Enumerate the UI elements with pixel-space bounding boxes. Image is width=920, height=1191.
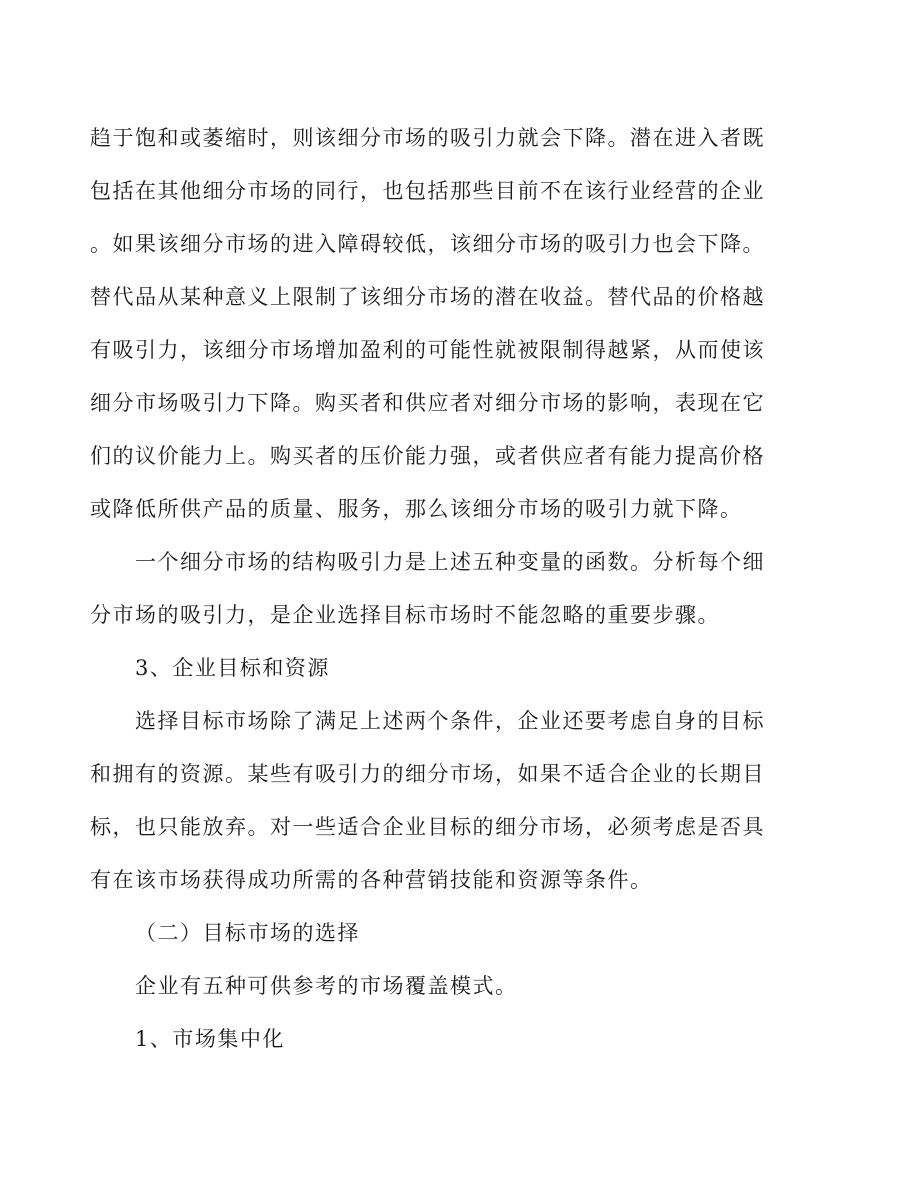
paragraph-line: 或降低所供产品的质量、服务，那么该细分市场的吸引力就下降。 [90,497,743,521]
paragraph-line: 选择目标市场除了满足上述两个条件，企业还要考虑自身的目标 [135,709,765,733]
section-heading: 3、企业目标和资源 [135,656,330,680]
section-heading: 1、市场集中化 [135,1027,285,1051]
paragraph-line: 包括在其他细分市场的同行，也包括那些目前不在该行业经营的企业 [90,179,765,203]
paragraph-line: 标，也只能放弃。对一些适合企业目标的细分市场，必须考虑是否具 [90,815,765,839]
paragraph-line: 替代品从某种意义上限制了该细分市场的潜在收益。替代品的价格越 [90,285,765,309]
paragraph-line: 们的议价能力上。购买者的压价能力强，或者供应者有能力提高价格 [90,444,765,468]
paragraph-line: 一个细分市场的结构吸引力是上述五种变量的函数。分析每个细 [135,550,765,574]
paragraph-line: 有吸引力，该细分市场增加盈利的可能性就被限制得越紧，从而使该 [90,338,765,362]
paragraph-line: 企业有五种可供参考的市场覆盖模式。 [135,974,518,998]
section-heading: （二）目标市场的选择 [135,921,360,945]
paragraph-line: 细分市场吸引力下降。购买者和供应者对细分市场的影响，表现在它 [90,391,765,415]
paragraph-line: 分市场的吸引力，是企业选择目标市场时不能忽略的重要步骤。 [90,603,720,627]
paragraph-line: 趋于饱和或萎缩时，则该细分市场的吸引力就会下降。潜在进入者既 [90,126,765,150]
paragraph-line: 。如果该细分市场的进入障碍较低，该细分市场的吸引力也会下降。 [90,232,765,256]
paragraph-line: 和拥有的资源。某些有吸引力的细分市场，如果不适合企业的长期目 [90,762,765,786]
paragraph-line: 有在该市场获得成功所需的各种营销技能和资源等条件。 [90,868,653,892]
